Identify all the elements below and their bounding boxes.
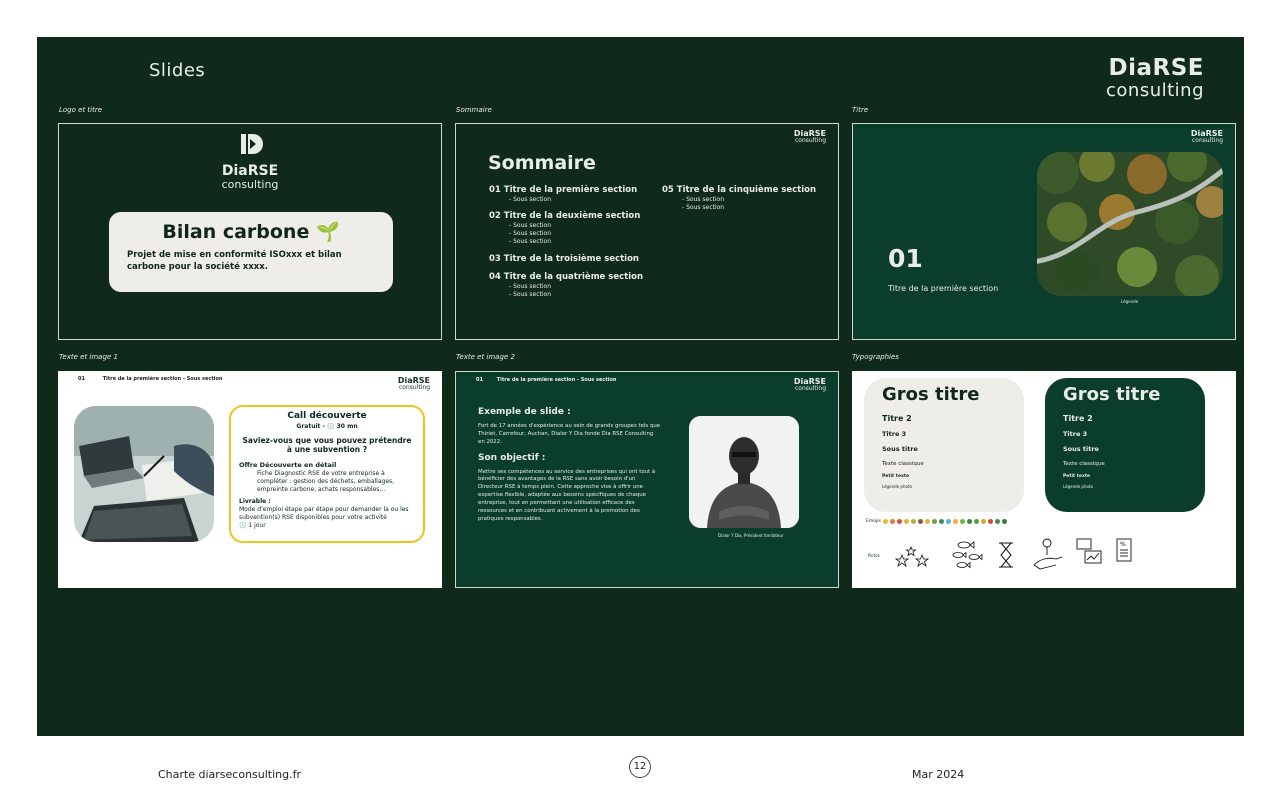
slide4-mini-logo-line1: DiaRSE — [397, 376, 430, 385]
titre-3: Titre 3 — [1063, 430, 1088, 438]
label-titre: Titre — [852, 106, 869, 114]
box-title: Call découverte — [287, 411, 367, 421]
slide2-mini-logo — [794, 130, 826, 144]
slide5-caption: Dialor Y Dia, Président fondateur — [718, 533, 784, 538]
sub-section: - Sous section — [682, 196, 724, 203]
slide5-text-block — [478, 404, 661, 523]
emoji-icon — [1002, 519, 1007, 524]
emoji-icon — [911, 519, 916, 524]
brand-line1: DiaRSE — [1108, 55, 1204, 81]
fish-icon — [953, 542, 982, 568]
sub-section: - Sous section — [509, 230, 551, 238]
livrable-duration: 🕓 1 jour — [239, 521, 266, 529]
slide4-header — [78, 376, 238, 382]
emoji-icon — [939, 519, 944, 524]
slide-titre[interactable] — [852, 123, 1236, 340]
emoji-icon — [988, 519, 993, 524]
slide1-title: Bilan carbone 🌱 — [162, 221, 340, 243]
section-title: 02 Titre de la deuxième section — [489, 211, 641, 222]
slide5-mini-logo — [794, 378, 826, 392]
slide3-mini-logo-line1: DiaRSE — [1190, 129, 1223, 138]
slide1-logo-text — [59, 164, 441, 190]
footer-right: Mar 2024 — [912, 768, 965, 781]
emoji-icon — [904, 519, 909, 524]
slide-texte-et-image-2[interactable] — [455, 371, 839, 588]
percent-document-icon — [1117, 539, 1131, 561]
stars-icon — [896, 547, 928, 566]
sub-section: - Sous section — [509, 283, 551, 291]
sous-titre: Sous titre — [882, 445, 918, 453]
slide3-mini-logo-line2: consulting — [1192, 137, 1223, 144]
label-logo-et-titre: Logo et titre — [59, 106, 103, 114]
sub-section: - Sous section — [509, 291, 551, 299]
pictos-row — [892, 535, 1132, 575]
emoji-icon — [995, 519, 1000, 524]
box-question: Saviez-vous que vous pouvez prétendre à une subvention ? — [242, 436, 412, 455]
emoji-icon — [967, 519, 972, 524]
label-texte-et-image-2: Texte et image 2 — [456, 353, 515, 361]
sommaire-col-2 — [662, 185, 816, 219]
footer-left: Charte diarseconsulting.fr — [158, 768, 302, 781]
brand-line2: consulting — [1106, 80, 1204, 101]
page-number: 12 — [629, 756, 651, 778]
slides-board — [37, 37, 1244, 736]
chart-chat-icon — [1077, 539, 1101, 563]
gros-titre: Gros titre — [882, 384, 980, 405]
slide5-heading-1: Exemple de slide : — [478, 407, 571, 417]
emoji-icon — [897, 519, 902, 524]
emoji-icon — [960, 519, 965, 524]
sub-section: - Sous section — [509, 238, 551, 246]
titre-2: Titre 2 — [882, 414, 912, 423]
slide5-heading-2: Son objectif : — [478, 452, 546, 463]
slide-logo-et-titre[interactable] — [58, 123, 442, 340]
slide4-mini-logo — [398, 377, 430, 391]
typography-card-light — [864, 378, 1024, 512]
slide3-caption: Légende — [1121, 299, 1139, 304]
slide3-section-title: Titre de la première section — [888, 284, 999, 293]
slide4-header-num: 01 — [78, 376, 85, 382]
hourglass-icon — [999, 543, 1013, 567]
svg-text:%: % — [1120, 541, 1126, 548]
slide5-paragraph-1: Fort de 17 années d'expérience au sein de grands groupes tels que Thiriet, Carrefour, Auchan, Dialor Y Dia fonde Dia RSE Consulting en 2022. — [478, 423, 661, 445]
emoji-icon — [953, 519, 958, 524]
sub-section: - Sous section — [509, 222, 551, 230]
hand-plant-icon — [1034, 539, 1062, 569]
emojis-label: Emojis — [866, 519, 881, 524]
gros-titre: Gros titre — [1063, 384, 1161, 405]
box-subtitle: Gratuit - 🕓 30 mn — [296, 422, 358, 430]
offer-title: Offre Découverte en détail — [239, 461, 337, 470]
sommaire-section — [489, 254, 643, 264]
forest-aerial-photo — [1037, 152, 1223, 296]
slide5-mini-logo-line2: consulting — [795, 385, 826, 392]
sub-section: - Sous section — [682, 204, 724, 212]
slide5-paragraph-2: Mettre ses compétences au service des entreprises qui ont tout à bénéficier des avantages de la RSE sans avoir besoin d'un Directeur RSE à temps plein. Cette approche vise à offrir une expertise flexible, adaptée aux besoins spécifiques de chaque entreprise, tout en permettant une utilisation efficace des ressources et en contribuant activement à la promotion des pratiques responsables. — [478, 468, 656, 522]
section-title: 05 Titre de la cinquième section — [662, 185, 817, 195]
titre-3: Titre 3 — [882, 430, 907, 438]
slide2-mini-logo-line2: consulting — [795, 137, 826, 144]
sous-titre: Sous titre — [1063, 445, 1099, 453]
brand-logo — [1106, 57, 1204, 100]
slide1-title-card — [109, 212, 393, 292]
livrable-title: Livrable : — [239, 498, 271, 506]
call-decouverte-box — [229, 405, 425, 543]
slide3-mini-logo — [1191, 130, 1223, 144]
slide5-header-text: Titre de la première section - Sous section — [496, 377, 617, 383]
emoji-icon — [974, 519, 979, 524]
titre-2: Titre 2 — [1063, 414, 1093, 423]
emoji-row — [866, 519, 1007, 524]
section-title: 03 Titre de la troisième section — [489, 254, 639, 265]
emoji-icon — [981, 519, 986, 524]
legende-photo: Légende photo — [1063, 484, 1093, 489]
portrait-photo — [689, 416, 799, 528]
petit-texte: Petit texte — [882, 474, 910, 479]
sommaire-col-1 — [489, 185, 643, 307]
slide2-mini-logo-line1: DiaRSE — [793, 129, 826, 138]
texte-classique: Texte classique — [1063, 461, 1105, 467]
livrable-text: Mode d'emploi étape par étape pour demander la ou les subvention(s) RSE disponibles pour votre activité — [239, 506, 409, 521]
sommaire-section — [489, 185, 643, 204]
offer-item: Fiche Diagnostic RSE de votre entreprise à compléter : gestion des déchets, emballages, empreinte carbone, achats responsables,.. — [257, 469, 395, 493]
slide4-header-text: Titre de la première section - Sous section — [102, 376, 223, 382]
section-title: 04 Titre de la quatrième section — [489, 272, 644, 283]
sommaire-section — [489, 272, 643, 299]
petit-texte: Petit texte — [1063, 474, 1091, 479]
slide2-title: Sommaire — [488, 152, 596, 174]
board-title: Slides — [149, 60, 206, 81]
emoji-icon — [918, 519, 923, 524]
slide-typographies[interactable] — [852, 371, 1236, 588]
emoji-icon — [890, 519, 895, 524]
label-typographies: Typographies — [852, 353, 899, 361]
typography-card-dark — [1045, 378, 1205, 512]
label-sommaire: Sommaire — [456, 106, 492, 114]
texte-classique: Texte classique — [882, 461, 924, 467]
sommaire-section — [662, 185, 816, 212]
slide1-logo-line1: DiaRSE — [221, 163, 279, 179]
emoji-icon — [883, 519, 888, 524]
laptop-meeting-photo — [74, 406, 214, 542]
slide1-subtitle: Projet de mise en conformité ISOxxx et bilan carbone pour la société xxxx. — [127, 250, 342, 272]
slide5-header — [476, 377, 628, 383]
legende-photo: Légende photo — [882, 484, 912, 489]
emoji-icon — [932, 519, 937, 524]
slide-sommaire[interactable] — [455, 123, 839, 340]
slide3-section-number: 01 — [888, 244, 923, 273]
slide5-header-num: 01 — [476, 377, 483, 383]
pictos-label: Pictos — [868, 553, 880, 558]
label-texte-et-image-1: Texte et image 1 — [59, 353, 118, 361]
emoji-icon — [946, 519, 951, 524]
section-title: 01 Titre de la première section — [489, 185, 638, 195]
slide1-logo-line2: consulting — [221, 177, 279, 191]
sub-section: - Sous section — [509, 196, 551, 203]
slide-texte-et-image-1[interactable] — [58, 371, 442, 588]
diarse-logo-icon — [239, 131, 265, 157]
sommaire-section — [489, 211, 643, 246]
slide5-mini-logo-line1: DiaRSE — [793, 377, 826, 386]
slide4-mini-logo-line2: consulting — [399, 384, 430, 391]
emoji-icon — [925, 519, 930, 524]
